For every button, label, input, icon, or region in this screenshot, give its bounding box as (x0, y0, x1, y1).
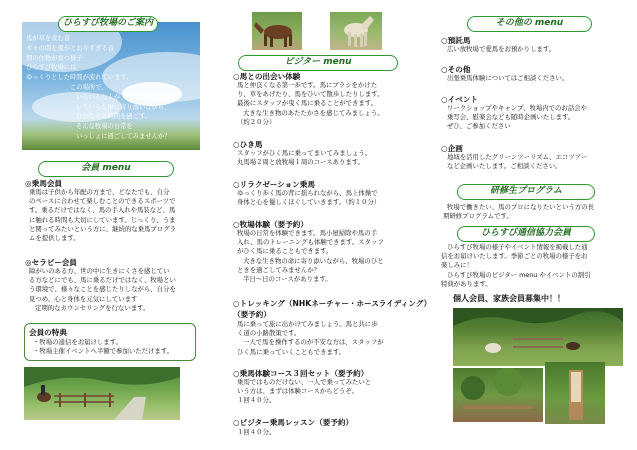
intro-title: ひらすび牧場のご案内 (58, 16, 158, 32)
trail-riding-photo (24, 367, 180, 420)
visitor-item-4-text: 牧場の日常を体験できます。馬小屋掃除や馬の手 入れ、馬のトレーニングも体験できます。スタッフ がひく馬に乗ることもできます。 大きな生き物の命に寄り添いながら、牧場のひと ときを過ごしてみませんか？ 半日～日のコースがあります。 (237, 229, 384, 284)
other-item-4-text: 地域を活用したグリーンツーリズム、エコツアー など企画いたします。ご相談ください。 (447, 153, 588, 171)
other-item-4-heading: ○企画 (441, 144, 463, 153)
training-title: 研修生プログラム (457, 184, 595, 200)
visitor-item-5-sub: （要予約） (233, 310, 271, 319)
member-menu-title: 会員 menu (38, 161, 174, 177)
visitor-item-3-text: ゆっくり歩く馬の背に揺られながら、馬上体操で 身体と心を優しくほぐしていきます。（約１０分） (237, 189, 381, 207)
column-middle (214, 0, 432, 450)
column-left (0, 0, 213, 450)
other-menu-title: その他の menu (467, 16, 592, 32)
intro-poem: 馬が草を食む音 木々の間を風がとおりすぎる音 畑の作物が育つ様子 ひらすび牧場には ゆっくりとした時間が流れています。 この場所で、 いろいろな人が、 いろいろな形に寄り添いながら、 自分なりの時間を過ごす。 そんな牧場の日常を いっしょに過ごしてみませんか？ (26, 35, 171, 140)
visitor-item-6-text: 乗馬ではものだけない、一人で乗ってみたいと いう方は、まずは体験コースからどうぞ。 １回４０分。 (237, 378, 372, 405)
newsletter-text: ひらすび牧場の様子やイベント情報を掲載した通 信をお届けいたします。季節ごとの牧場の様子をお 楽しみに！ ひらすび牧場のビジター menu やイベントの割引 特典があります。 (441, 243, 591, 288)
visitor-item-1-heading: ○馬との出会い体験 (233, 72, 301, 81)
horse-club-heading: ◎乗馬会員 (25, 179, 63, 188)
benefit-box (24, 323, 196, 361)
horse-brown-photo (252, 12, 302, 50)
benefit-text: ・牧場の通信をお届けします。 ・牧場主催イベントへ半額で参加いただけます。 (33, 338, 174, 356)
horse-club-text: 乗馬は子供から年配の方まで、どなたでも、自分 のペースに合わせて楽しむことのできるスポーツで す。乗るだけではなく、馬の手入れや馬装など、馬 に触れる時間も大切にしています。じっくり、うま と関ってみたいという方に、継続的な乗馬プログラ ムを提供します。 (29, 188, 176, 243)
other-item-2-text: 出張乗馬体験についてはご相談ください。 (447, 74, 569, 82)
visitor-item-2-text: スタッフがひく馬に乗ってまいてみましょう。 丸馬場２周と放牧場１周のコースあります。 (237, 149, 372, 167)
visitor-item-7-text: １回４０分。 (237, 428, 276, 436)
therapy-text: 障がいのある方、世の中に生きにくさを感じてい る方などにでも、馬に乗るだけではなく、牧場とい う環境で、様々なことを感じたりしながら、自分を 見つめ、心と身体を元気にしています 定期的なカウンセリングを行ないます。 (29, 267, 176, 312)
farm-pasture-photo (453, 308, 623, 366)
visitor-item-7-heading: ○ビジター乗馬レッスン（要予約） (233, 418, 354, 427)
recruit-text: 個人会員、家族会員募集中！！ (453, 294, 565, 303)
visitor-menu-title: ビジター menu (238, 55, 398, 71)
garden-photo (453, 368, 543, 422)
other-item-1-text: 広い放牧場で愛馬をお預かりします。 (447, 45, 556, 53)
visitor-item-5-text: 馬に乗って旅に出かけてみましょう。馬と共に歩 く道の小路散策です。 一人で馬を操作するのが不安な方は、スタッフが ひく馬に乗っていくこともできます。 (237, 320, 384, 356)
therapy-heading: ◎セラピー会員 (25, 258, 77, 267)
benefit-title: 会員の特典 (29, 328, 67, 337)
intro-sky-photo (22, 22, 200, 150)
training-text: 牧場で働きたい、馬のプロになりたいという方の長 期研修プログラムです。 (443, 203, 594, 221)
visitor-item-3-heading: ○リラクゼーション乗馬 (233, 180, 315, 189)
visitor-item-5-heading: ○トレッキング（NHKネーチャー・ホースライディング） (233, 299, 432, 308)
visitor-item-2-heading: ○ひき馬 (233, 140, 263, 149)
sign-post-photo (545, 362, 605, 424)
other-item-1-heading: ○預託馬 (441, 36, 471, 45)
column-right (427, 0, 637, 450)
visitor-item-1-text: 馬と仲良くなる第一歩です。馬にブラシをかけた り、草をあげたり、馬をひいて散歩したりします。 最後にスタッフが曳く馬に乗ることができます。 大きな生き物のあたたかさを感じてみましょう。 （約２０分） (237, 81, 384, 126)
horse-white-photo (330, 12, 382, 50)
newsletter-title: ひらすび通信協力会員 (457, 226, 595, 242)
other-item-3-heading: ○イベント (441, 95, 479, 104)
visitor-item-4-heading: ○牧場体験（要予約） (233, 220, 308, 229)
other-item-2-heading: ○その他 (441, 65, 471, 74)
visitor-item-6-heading: ○乗馬体験コース３回セット（要予約） (233, 369, 369, 378)
other-item-3-text: ワークショップやキャンプ、牧場内でのお話会や 乗写会、慰楽会なども随時企画いたします。 ぜひ、ご参加ください (447, 104, 587, 131)
